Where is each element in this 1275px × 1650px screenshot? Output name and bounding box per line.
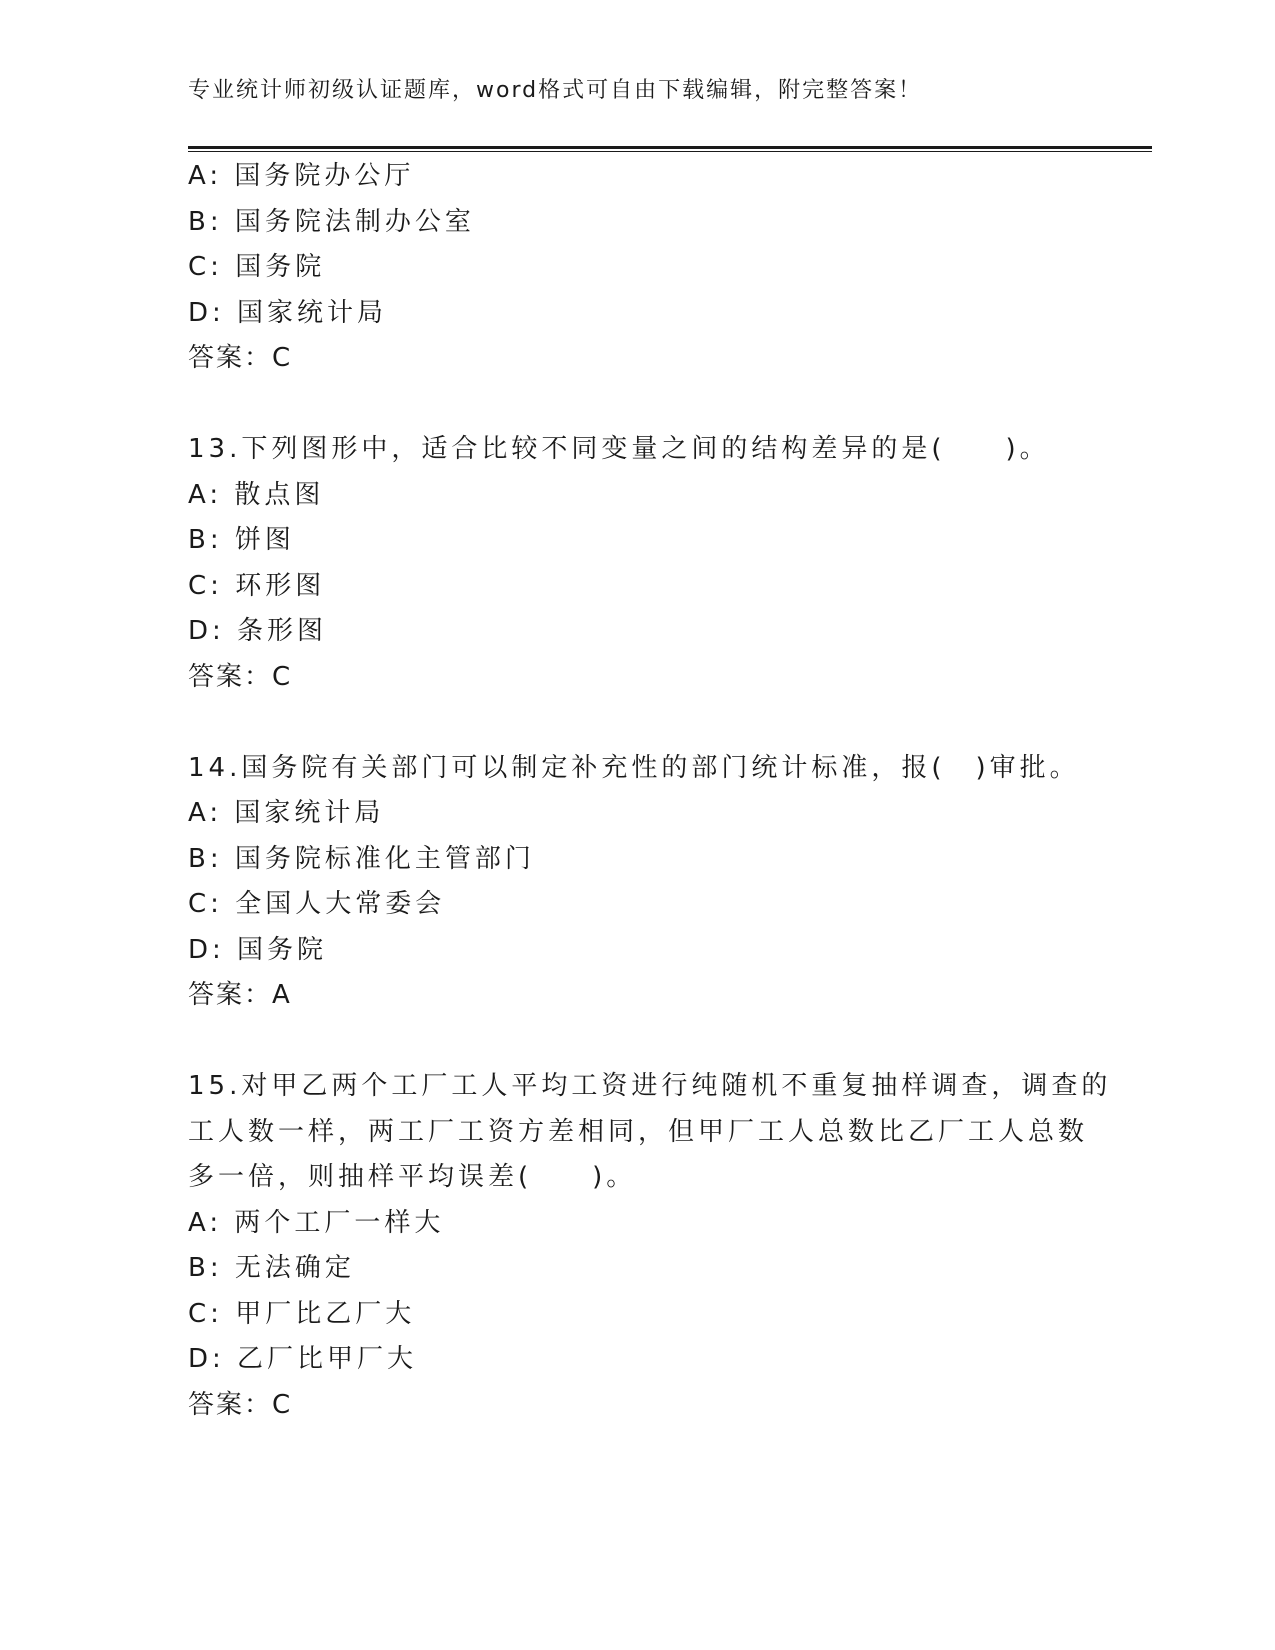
- option-a: A: 国家统计局: [188, 798, 385, 828]
- option-c: C: 甲厂比乙厂大: [188, 1298, 416, 1329]
- spacer: [188, 700, 1152, 746]
- option-b: B: 无法确定: [188, 1253, 355, 1283]
- option-d: D: 国务院: [188, 934, 328, 965]
- question-stem: 14.国务院有关部门可以制定补充性的部门统计标准，报( )审批。: [188, 752, 1080, 783]
- option-d: D: 乙厂比甲厂大: [188, 1344, 418, 1374]
- option-c: C: 环形图: [188, 570, 326, 601]
- option-a: A: 散点图: [188, 479, 325, 510]
- question-stem-line-3: 多一倍，则抽样平均误差( )。: [188, 1162, 637, 1192]
- question-13: [188, 427, 1152, 700]
- spacer: [188, 382, 1152, 428]
- spacer: [188, 1019, 1152, 1065]
- question-list: [188, 154, 1152, 1428]
- option-a: A: 两个工厂一样大: [188, 1207, 445, 1238]
- page-header: 专业统计师初级认证题库，word格式可自由下载编辑，附完整答案！: [188, 78, 923, 103]
- header-rule-thick: [188, 146, 1152, 149]
- answer-label: 答案：C: [188, 1389, 293, 1420]
- option-b: B: 国务院法制办公室: [188, 206, 475, 237]
- answer-label: 答案：C: [188, 661, 293, 692]
- header-rule-thin: [188, 151, 1152, 152]
- question-15: [188, 1064, 1152, 1428]
- option-c: C: 全国人大常委会: [188, 889, 446, 919]
- question-stem-line-1: 15.对甲乙两个工厂工人平均工资进行纯随机不重复抽样调查，调查的: [188, 1071, 1112, 1101]
- question-14: [188, 746, 1152, 1019]
- option-b: B: 饼图: [188, 525, 295, 555]
- option-c: C: 国务院: [188, 252, 326, 282]
- option-d: D: 条形图: [188, 616, 328, 646]
- question-stem-line-2: 工人数一样，两工厂工资方差相同，但甲厂工人总数比乙厂工人总数: [188, 1116, 1089, 1147]
- option-a: A: 国务院办公厅: [188, 161, 415, 191]
- answer-label: 答案：A: [188, 980, 292, 1010]
- option-d: D: 国家统计局: [188, 297, 388, 328]
- option-b: B: 国务院标准化主管部门: [188, 843, 535, 874]
- question-12: [188, 154, 1152, 382]
- answer-label: 答案：C: [188, 343, 293, 373]
- question-stem: 13.下列图形中，适合比较不同变量之间的结构差异的是( )。: [188, 434, 1050, 464]
